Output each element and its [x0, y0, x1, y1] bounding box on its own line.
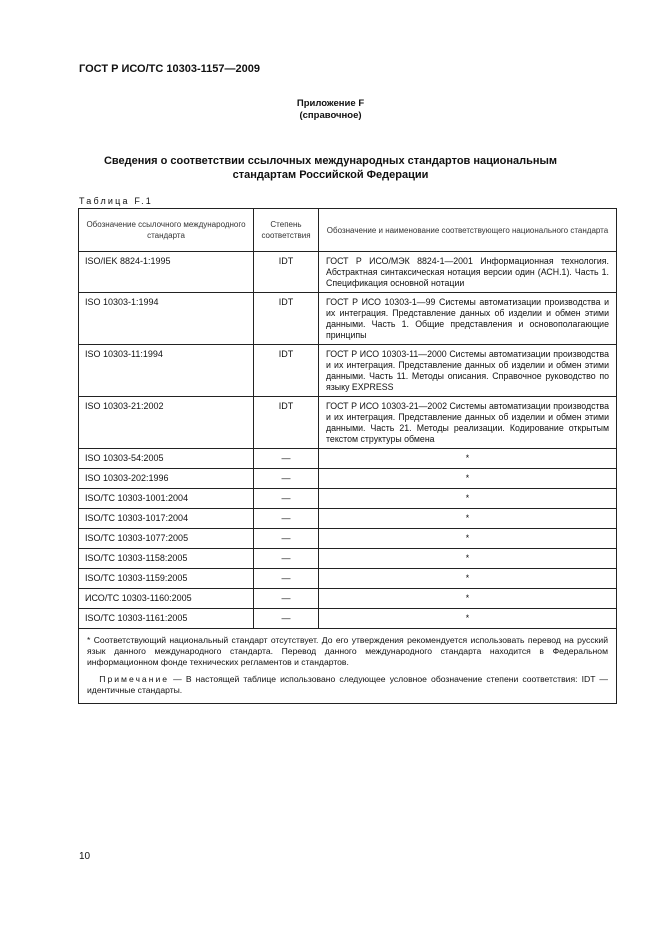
table-row: [79, 529, 617, 549]
ref-cell: ISO 10303-1:1994: [79, 293, 254, 345]
annex-heading: [0, 98, 661, 122]
table-row: [79, 589, 617, 609]
degree-cell: IDT: [254, 293, 319, 345]
degree-cell: —: [254, 589, 319, 609]
degree-cell: IDT: [254, 397, 319, 449]
national-standard-cell: *: [319, 489, 617, 509]
table-row: [79, 609, 617, 629]
table-label: Таблица F.1: [79, 196, 153, 206]
ref-cell: ISO/TC 10303-1158:2005: [79, 549, 254, 569]
table-row: [79, 345, 617, 397]
degree-cell: —: [254, 489, 319, 509]
national-standard-cell: *: [319, 589, 617, 609]
ref-cell: ISO 10303-202:1996: [79, 469, 254, 489]
table-row: [79, 569, 617, 589]
national-standard-cell: *: [319, 469, 617, 489]
degree-cell: —: [254, 469, 319, 489]
column-header: Обозначение и наименование соответствующего национального стандарта: [319, 209, 617, 252]
table-row: [79, 293, 617, 345]
national-standard-cell: ГОСТ Р ИСО 10303-21—2002 Системы автоматизации производства и их интеграция. Представление данных об изделии и обмен этими данными. Часть 21. Методы реализации. Кодирование открытым текстом структуры обмена: [319, 397, 617, 449]
table-row: [79, 509, 617, 529]
ref-cell: ISO/IEK 8824-1:1995: [79, 252, 254, 293]
national-standard-cell: *: [319, 449, 617, 469]
national-standard-cell: *: [319, 609, 617, 629]
ref-cell: ISO 10303-21:2002: [79, 397, 254, 449]
degree-cell: IDT: [254, 345, 319, 397]
column-header: Обозначение ссылочного международного стандарта: [79, 209, 254, 252]
degree-cell: —: [254, 509, 319, 529]
degree-cell: IDT: [254, 252, 319, 293]
correspondence-table: [78, 208, 617, 704]
footnote: * Соответствующий национальный стандарт отсутствует. До его утверждения рекомендуется использовать перевод на русский язык данного международного стандарта. Перевод данного международного стандарта находится в Федеральном информационном фонде технических регламентов и стандартов.: [87, 635, 608, 667]
degree-cell: —: [254, 449, 319, 469]
national-standard-cell: *: [319, 569, 617, 589]
degree-cell: —: [254, 609, 319, 629]
ref-cell: ISO/TC 10303-1001:2004: [79, 489, 254, 509]
page-number: 10: [79, 851, 91, 862]
ref-cell: ISO 10303-54:2005: [79, 449, 254, 469]
degree-cell: —: [254, 569, 319, 589]
note-text: — В настоящей таблице использовано следующее условное обозначение степени соответствия: IDT — идентичные стандарты.: [87, 674, 608, 695]
table-header-row: [79, 209, 617, 252]
annex-kind: (справочное): [299, 110, 362, 121]
table-row: [79, 397, 617, 449]
ref-cell: ISO/TC 10303-1161:2005: [79, 609, 254, 629]
table-row: [79, 252, 617, 293]
national-standard-cell: ГОСТ Р ИСО 10303-11—2000 Системы автоматизации производства и их интеграция. Представление данных об изделии и обмен этими данными. Часть 11. Методы описания. Справочное руководство по языку EXPRESS: [319, 345, 617, 397]
table-body: [79, 252, 617, 629]
table-row: [79, 489, 617, 509]
annex-title: Приложение F: [296, 98, 365, 109]
national-standard-cell: *: [319, 529, 617, 549]
degree-cell: —: [254, 549, 319, 569]
ref-cell: ISO 10303-11:1994: [79, 345, 254, 397]
ref-cell: ISO/TC 10303-1017:2004: [79, 509, 254, 529]
ref-cell: ИСО/ТС 10303-1160:2005: [79, 589, 254, 609]
table-row: [79, 469, 617, 489]
note-label: Примечание: [99, 674, 170, 684]
ref-cell: ISO/TC 10303-1159:2005: [79, 569, 254, 589]
document-header: ГОСТ Р ИСО/ТС 10303-1157—2009: [79, 63, 260, 75]
column-header: Степень соответствия: [254, 209, 319, 252]
national-standard-cell: ГОСТ Р ИСО/МЭК 8824-1—2001 Информационная технология. Абстрактная синтаксическая нотация версии один (АСН.1). Часть 1. Спецификация основной нотации: [319, 252, 617, 293]
national-standard-cell: *: [319, 549, 617, 569]
ref-cell: ISO/TC 10303-1077:2005: [79, 529, 254, 549]
table-row: [79, 449, 617, 469]
note: [87, 674, 608, 696]
degree-cell: —: [254, 529, 319, 549]
national-standard-cell: *: [319, 509, 617, 529]
table-footer-row: [79, 629, 617, 704]
national-standard-cell: ГОСТ Р ИСО 10303-1—99 Системы автоматизации производства и их интеграция. Представление данных об изделии и обмен этими данными. Часть 1. Общие представления и основополагающие принципы: [319, 293, 617, 345]
table-row: [79, 549, 617, 569]
table-footer: [79, 629, 617, 704]
section-title: Сведения о соответствии ссылочных международных стандартов национальным стандартам Российской Федерации: [103, 155, 558, 181]
